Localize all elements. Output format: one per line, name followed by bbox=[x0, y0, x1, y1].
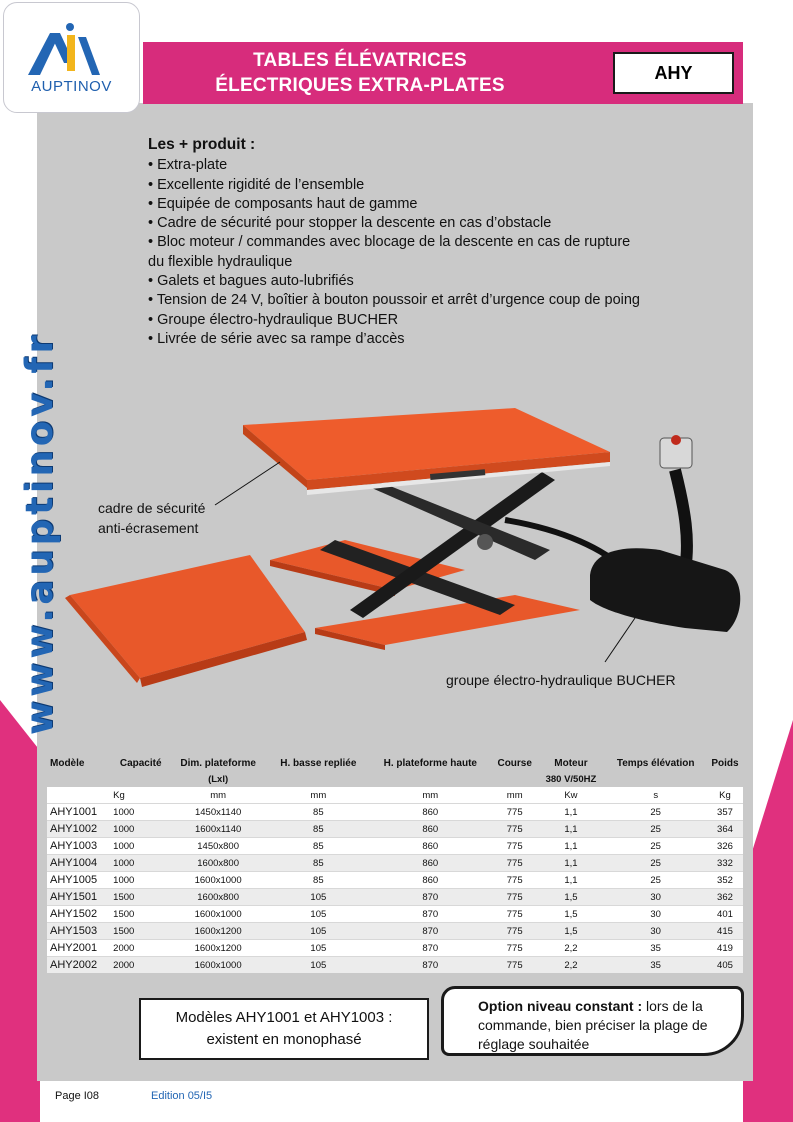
logo bbox=[3, 2, 140, 113]
table-cell: 1000 bbox=[113, 872, 168, 889]
table-units-row: Kg mm mm mm mm Kw s Kg bbox=[47, 787, 743, 804]
table-cell: 405 bbox=[707, 957, 743, 974]
table-cell: 35 bbox=[604, 940, 707, 957]
table-row bbox=[47, 940, 743, 957]
col-header: Capacité bbox=[119, 757, 162, 769]
table-cell: 85 bbox=[268, 872, 369, 889]
table-cell: 30 bbox=[604, 889, 707, 906]
table-cell: 1000 bbox=[113, 838, 168, 855]
table-row bbox=[47, 923, 743, 940]
table-cell: 419 bbox=[707, 940, 743, 957]
table-cell: 870 bbox=[369, 889, 492, 906]
feature-item: • Groupe électro-hydraulique BUCHER bbox=[148, 311, 399, 328]
table-row bbox=[47, 838, 743, 855]
table-cell: 1500 bbox=[113, 906, 168, 923]
feature-item: • Tension de 24 V, boîtier à bouton poussoir et arrêt d’urgence coup de poing bbox=[148, 292, 640, 309]
table-cell: 1,1 bbox=[537, 821, 604, 838]
table-subheader-row bbox=[47, 771, 743, 787]
table-row bbox=[47, 906, 743, 923]
table-cell: 1600x1200 bbox=[168, 940, 268, 957]
col-header: Poids bbox=[711, 757, 739, 769]
col-header: Dim. plateforme bbox=[180, 757, 256, 769]
table-cell: AHY1502 bbox=[47, 906, 113, 923]
feature-item: • Cadre de sécurité pour stopper la descente en cas d’obstacle bbox=[148, 215, 552, 232]
table-cell: 870 bbox=[369, 906, 492, 923]
table-cell: 1600x1140 bbox=[168, 821, 268, 838]
table-cell: 415 bbox=[707, 923, 743, 940]
table-cell: 1600x1000 bbox=[168, 957, 268, 974]
table-cell: AHY2001 bbox=[47, 940, 113, 957]
table-cell: 25 bbox=[604, 855, 707, 872]
hydraulic-unit bbox=[590, 548, 740, 632]
table-cell: 860 bbox=[369, 855, 492, 872]
table-cell: 1500 bbox=[113, 889, 168, 906]
table-cell: 1450x1140 bbox=[168, 804, 268, 821]
table-cell: 1000 bbox=[113, 855, 168, 872]
spec-table bbox=[47, 755, 743, 973]
table-cell: 860 bbox=[369, 838, 492, 855]
table-cell: 775 bbox=[492, 940, 538, 957]
label-safety-frame: cadre de sécurité anti-écrasement bbox=[98, 500, 206, 536]
col-header: Course bbox=[497, 757, 532, 769]
table-cell: 35 bbox=[604, 957, 707, 974]
table-cell: 860 bbox=[369, 872, 492, 889]
table-cell: 1,5 bbox=[537, 889, 604, 906]
table-cell: 775 bbox=[492, 821, 538, 838]
table-cell: 105 bbox=[268, 957, 369, 974]
label-hydraulic-group: groupe électro-hydraulique BUCHER bbox=[446, 672, 676, 688]
table-cell: 2,2 bbox=[537, 940, 604, 957]
title-line-1: TABLES ÉLÉVATRICES bbox=[253, 50, 467, 71]
table-cell: 105 bbox=[268, 889, 369, 906]
table-cell: 2,2 bbox=[537, 957, 604, 974]
table-cell: 30 bbox=[604, 906, 707, 923]
table-cell: 1,1 bbox=[537, 838, 604, 855]
table-cell: 25 bbox=[604, 872, 707, 889]
col-subheader: (Lxl) bbox=[208, 773, 229, 785]
table-cell: 775 bbox=[492, 957, 538, 974]
col-header: Modèle bbox=[50, 757, 85, 769]
table-cell: 352 bbox=[707, 872, 743, 889]
col-header: Moteur bbox=[554, 757, 588, 769]
table-cell: AHY1005 bbox=[47, 872, 113, 889]
lift-table-illustration bbox=[45, 400, 745, 700]
page-title bbox=[175, 48, 545, 98]
table-row bbox=[47, 821, 743, 838]
table-cell: 1000 bbox=[113, 821, 168, 838]
table-cell: 1600x800 bbox=[168, 889, 268, 906]
option-title: Option niveau constant : bbox=[478, 998, 643, 1014]
table-cell: 1,5 bbox=[537, 906, 604, 923]
ramp bbox=[70, 555, 305, 678]
feature-item: du flexible hydraulique bbox=[148, 253, 293, 270]
table-cell: 860 bbox=[369, 821, 492, 838]
table-cell: 105 bbox=[268, 906, 369, 923]
page-number: Page I08 bbox=[55, 1090, 100, 1102]
table-cell: 870 bbox=[369, 923, 492, 940]
table-cell: 870 bbox=[369, 957, 492, 974]
table-row bbox=[47, 804, 743, 821]
col-header: Temps élévation bbox=[616, 757, 695, 769]
table-cell: AHY1503 bbox=[47, 923, 113, 940]
table-row bbox=[47, 889, 743, 906]
table-cell: 775 bbox=[492, 872, 538, 889]
table-cell: 1000 bbox=[113, 804, 168, 821]
col-subheader: 380 V/50HZ bbox=[545, 773, 597, 785]
table-cell: 85 bbox=[268, 804, 369, 821]
table-cell: 105 bbox=[268, 940, 369, 957]
table-cell: 775 bbox=[492, 889, 538, 906]
logo-text: AUPTINOV bbox=[31, 78, 112, 95]
feature-item: • Bloc moteur / commandes avec blocage de la descente en cas de rupture bbox=[148, 234, 631, 251]
table-cell: 25 bbox=[604, 821, 707, 838]
table-cell: 25 bbox=[604, 804, 707, 821]
table-cell: 85 bbox=[268, 821, 369, 838]
table-cell: 30 bbox=[604, 923, 707, 940]
table-cell: 1600x800 bbox=[168, 855, 268, 872]
features-title: Les + produit : bbox=[148, 136, 256, 153]
table-row bbox=[47, 855, 743, 872]
table-cell: 357 bbox=[707, 804, 743, 821]
table-cell: 332 bbox=[707, 855, 743, 872]
table-cell: 401 bbox=[707, 906, 743, 923]
table-cell: AHY2002 bbox=[47, 957, 113, 974]
table-cell: 775 bbox=[492, 906, 538, 923]
table-cell: 1600x1000 bbox=[168, 906, 268, 923]
table-cell: 1,1 bbox=[537, 804, 604, 821]
table-cell: 105 bbox=[268, 923, 369, 940]
monophase-note: Modèles AHY1001 et AHY1003 : existent en monophasé bbox=[139, 998, 429, 1060]
pink-corner-left bbox=[0, 700, 40, 1122]
table-row bbox=[47, 872, 743, 889]
col-header: H. basse repliée bbox=[280, 757, 357, 769]
table-cell: 860 bbox=[369, 804, 492, 821]
base-rail-right bbox=[315, 595, 580, 645]
table-cell: 25 bbox=[604, 838, 707, 855]
table-row bbox=[47, 957, 743, 974]
table-cell: 1500 bbox=[113, 923, 168, 940]
title-line-2: ÉLECTRIQUES EXTRA-PLATES bbox=[215, 75, 505, 96]
col-header: H. plateforme haute bbox=[383, 757, 477, 769]
table-cell: 870 bbox=[369, 940, 492, 957]
table-cell: 1450x800 bbox=[168, 838, 268, 855]
edition: Edition 05/I5 bbox=[151, 1090, 213, 1102]
feature-item: • Livrée de série avec sa rampe d’accès bbox=[148, 330, 405, 347]
table-cell: 364 bbox=[707, 821, 743, 838]
table-cell: AHY1001 bbox=[47, 804, 113, 821]
option-text: lors de la commande, bien préciser la plage de réglage souhaitée bbox=[478, 998, 708, 1052]
logo-mark-icon bbox=[4, 3, 141, 83]
table-cell: 1,5 bbox=[537, 923, 604, 940]
table-cell: 362 bbox=[707, 889, 743, 906]
feature-item: • Extra-plate bbox=[148, 157, 228, 174]
feature-item: • Equipée de composants haut de gamme bbox=[148, 195, 418, 212]
table-cell: 775 bbox=[492, 923, 538, 940]
feature-item: • Galets et bagues auto-lubrifiés bbox=[148, 273, 354, 290]
website-vertical: www.auptinov.fr bbox=[18, 331, 61, 735]
table-cell: 1600x1200 bbox=[168, 923, 268, 940]
table-cell: 775 bbox=[492, 855, 538, 872]
feature-item: • Excellente rigidité de l’ensemble bbox=[148, 176, 365, 193]
table-cell: 85 bbox=[268, 838, 369, 855]
option-note bbox=[441, 986, 744, 1056]
table-cell: 85 bbox=[268, 855, 369, 872]
table-header-row bbox=[47, 755, 743, 771]
table-cell: 326 bbox=[707, 838, 743, 855]
table-cell: 1,1 bbox=[537, 855, 604, 872]
product-code-box bbox=[613, 52, 734, 94]
table-cell: 775 bbox=[492, 804, 538, 821]
product-code: AHY bbox=[654, 62, 693, 83]
table-cell: AHY1501 bbox=[47, 889, 113, 906]
table-cell: 2000 bbox=[113, 957, 168, 974]
table-cell: AHY1002 bbox=[47, 821, 113, 838]
table-cell: AHY1003 bbox=[47, 838, 113, 855]
table-cell: 775 bbox=[492, 838, 538, 855]
table-cell: 1,1 bbox=[537, 872, 604, 889]
table-cell: 1600x1000 bbox=[168, 872, 268, 889]
table-cell: 2000 bbox=[113, 940, 168, 957]
table-cell: AHY1004 bbox=[47, 855, 113, 872]
features-list bbox=[148, 135, 708, 349]
